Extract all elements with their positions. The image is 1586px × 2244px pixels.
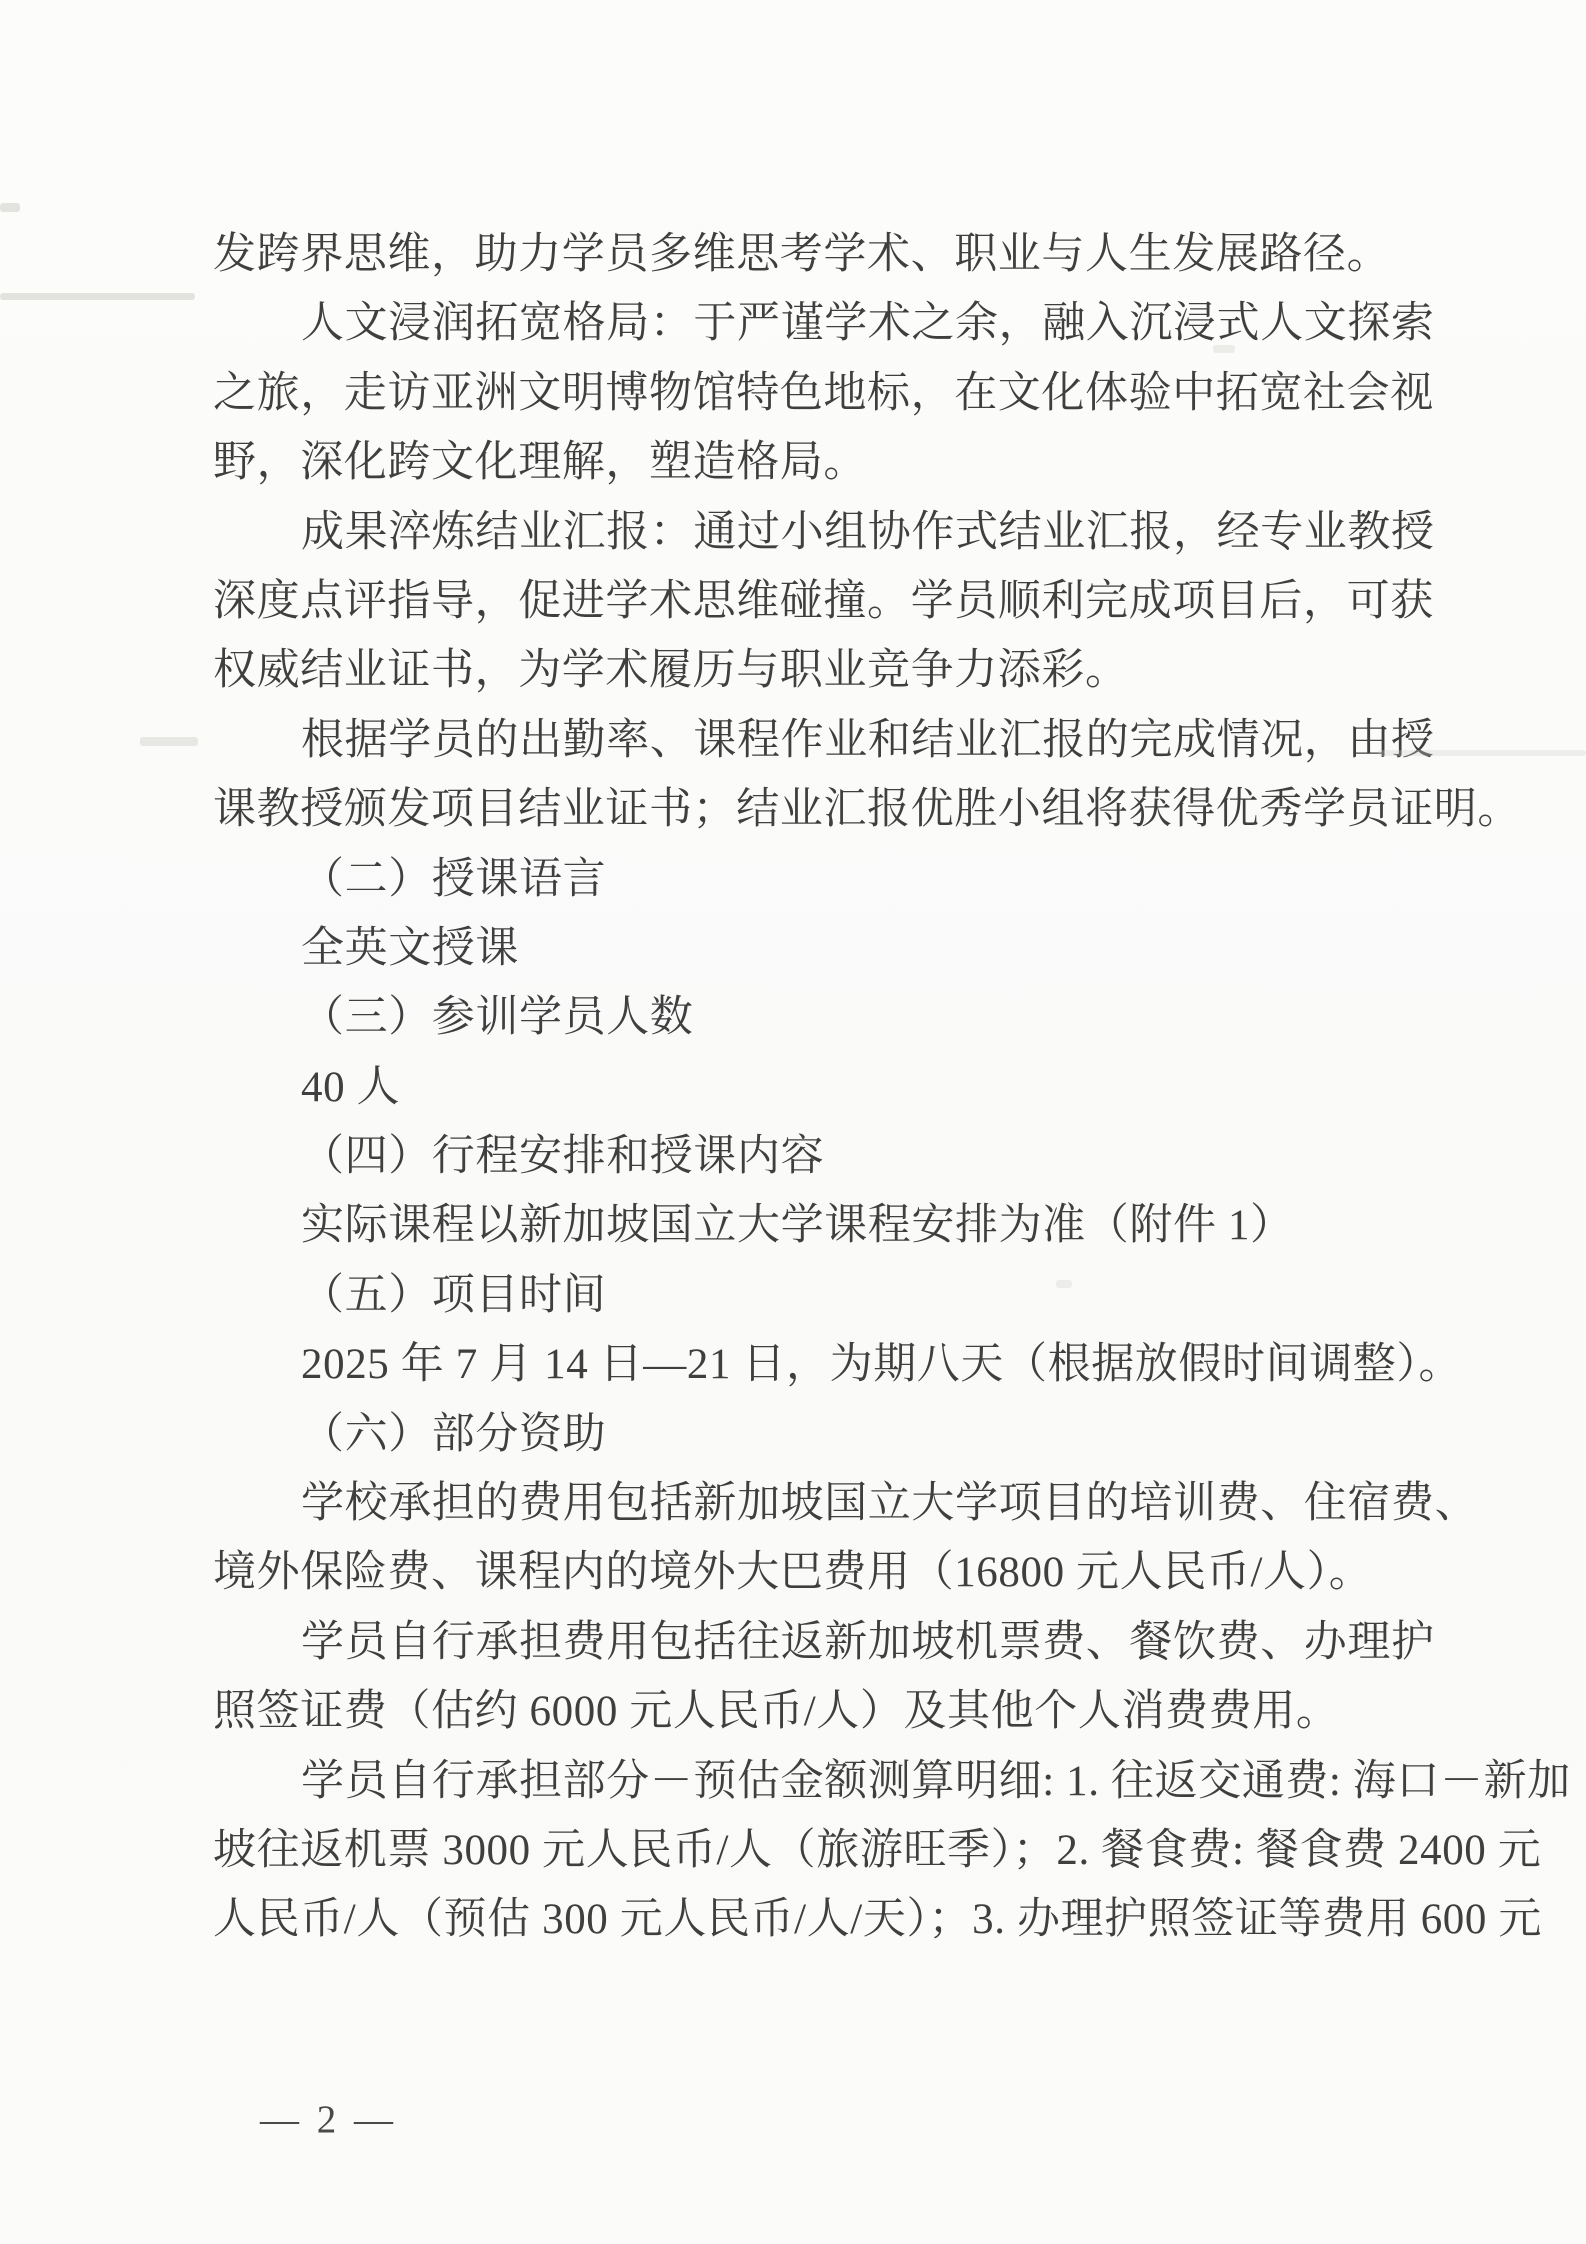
- text-line: （二）授课语言: [301, 855, 607, 903]
- text-line: （六）部分资助: [301, 1410, 607, 1458]
- scan-artifact: [140, 737, 198, 746]
- scan-artifact: [0, 203, 20, 212]
- text-line: 境外保险费、课程内的境外大巴费用（16800 元人民币/人）。: [213, 1549, 1373, 1597]
- text-line: 学员自行承担部分－预估金额测算明细: 1. 往返交通费: 海口－新加: [301, 1757, 1571, 1805]
- text-line: 根据学员的出勤率、课程作业和结业汇报的完成情况，由授: [301, 716, 1435, 764]
- text-line: 学员自行承担费用包括往返新加坡机票费、餐饮费、办理护: [301, 1618, 1435, 1666]
- text-line: 权威结业证书，为学术履历与职业竞争力添彩。: [213, 647, 1129, 695]
- scan-artifact: [0, 293, 195, 300]
- text-line: 2025 年 7 月 14 日—21 日，为期八天（根据放假时间调整）。: [301, 1341, 1463, 1389]
- text-line: 深度点评指导，促进学术思维碰撞。学员顺利完成项目后，可获: [213, 577, 1434, 625]
- text-line: 照签证费（估约 6000 元人民币/人）及其他个人消费费用。: [213, 1688, 1340, 1736]
- text-line: 发跨界思维，助力学员多维思考学术、职业与人生发展路径。: [213, 231, 1391, 278]
- text-line: 野，深化跨文化理解，塑造格局。: [213, 439, 867, 487]
- text-line: 实际课程以新加坡国立大学课程安排为准（附件 1）: [301, 1202, 1294, 1250]
- text-line: 课教授颁发项目结业证书；结业汇报优胜小组将获得优秀学员证明。: [213, 786, 1521, 834]
- text-line: （五）项目时间: [301, 1271, 607, 1319]
- text-line: 人文浸润拓宽格局：于严谨学术之余，融入沉浸式人文探索: [301, 300, 1435, 348]
- text-line: 坡往返机票 3000 元人民币/人（旅游旺季）；2. 餐食费: 餐食费 2400 元: [213, 1826, 1542, 1874]
- text-line: 成果淬炼结业汇报：通过小组协作式结业汇报，经专业教授: [301, 508, 1435, 556]
- page-number: — 2 —: [260, 2098, 397, 2141]
- text-line: （三）参训学员人数: [301, 994, 694, 1042]
- text-line: 40 人: [301, 1063, 401, 1111]
- text-line: （四）行程安排和授课内容: [301, 1133, 825, 1181]
- text-line: 之旅，走访亚洲文明博物馆特色地标，在文化体验中拓宽社会视: [213, 369, 1434, 417]
- text-line: 人民币/人（预估 300 元人民币/人/天）；3. 办理护照签证等费用 600 元: [213, 1896, 1542, 1944]
- text-line: 学校承担的费用包括新加坡国立大学项目的培训费、住宿费、: [301, 1480, 1479, 1528]
- text-line: 全英文授课: [301, 924, 519, 972]
- document-body: [213, 220, 1571, 1955]
